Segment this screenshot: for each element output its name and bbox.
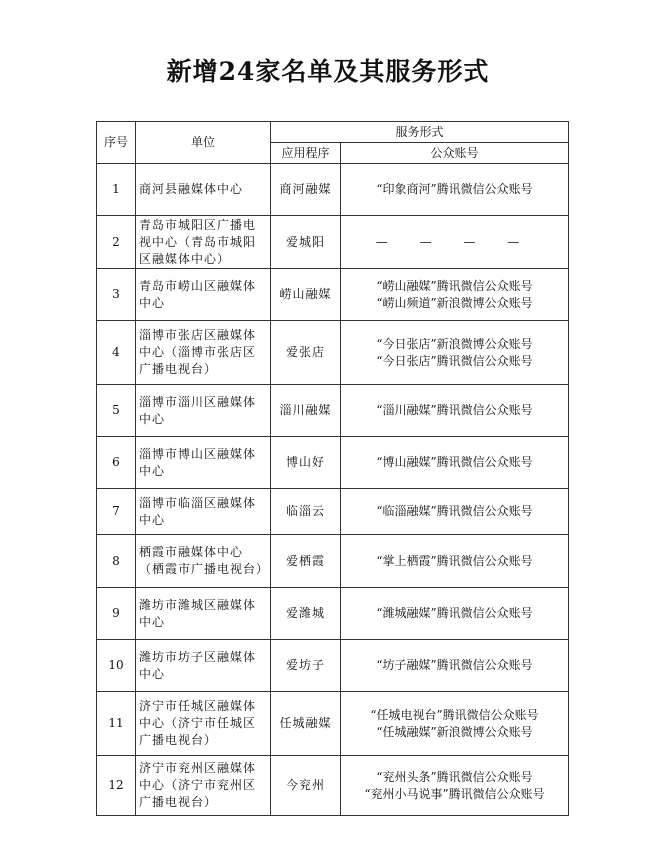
table-row [97,216,569,269]
table-row [97,164,569,216]
row-app: 爱栖霞 [271,535,341,588]
row-app: 淄川融媒 [271,385,341,437]
row-index: 10 [97,640,136,692]
row-accounts [341,385,569,437]
account-line: “坊子融媒”腾讯微信公众账号 [376,658,533,672]
header-account: 公众账号 [341,143,569,164]
row-index: 3 [97,269,136,321]
row-app: 博山好 [271,437,341,489]
unit-table [96,121,569,816]
row-index: 11 [97,692,136,756]
table-row [97,385,569,437]
table-row [97,588,569,640]
account-line: “淄川融媒”腾讯微信公众账号 [376,403,533,417]
row-unit: 淄博市临淄区融媒体中心 [136,489,271,535]
row-app: 今兖州 [271,756,341,816]
row-accounts [341,535,569,588]
table-row [97,489,569,535]
header-app: 应用程序 [271,143,341,164]
header-service: 服务形式 [271,122,569,143]
header-index: 序号 [97,122,136,164]
table-row [97,756,569,816]
row-app: 临淄云 [271,489,341,535]
row-accounts [341,321,569,385]
row-index: 5 [97,385,136,437]
row-accounts [341,692,569,756]
table-row [97,437,569,489]
account-line: “掌上栖霞”腾讯微信公众账号 [376,553,533,568]
row-index: 8 [97,535,136,588]
row-app: 商河融媒 [271,164,341,216]
row-app: 爱潍城 [271,588,341,640]
row-unit: 青岛市崂山区融媒体中心 [136,269,271,321]
row-unit: 潍坊市坊子区融媒体中心 [136,640,271,692]
row-unit: 栖霞市融媒体中心（栖霞市广播电视台） [136,535,271,588]
row-unit: 济宁市任城区融媒体中心（济宁市任城区广播电视台） [136,692,271,756]
row-index: 2 [97,216,136,269]
account-line: “兖州头条”腾讯微信公众账号 [376,769,533,784]
account-line: “任城电视台”腾讯微信公众账号 [370,707,539,722]
row-index: 9 [97,588,136,640]
row-accounts [341,269,569,321]
row-index: 4 [97,321,136,385]
row-unit: 商河县融媒体中心 [136,164,271,216]
row-app: 任城融媒 [271,692,341,756]
row-app: 崂山融媒 [271,269,341,321]
account-line: “崂山频道”新浪微博公众账号 [376,295,533,310]
row-app: 爱坊子 [271,640,341,692]
account-line: “今日张店”新浪微博公众账号 [376,336,533,351]
table-row [97,640,569,692]
row-accounts [341,640,569,692]
table-row [97,321,569,385]
page-title: 新增24家名单及其服务形式 [166,57,490,86]
table-row [97,269,569,321]
row-index: 6 [97,437,136,489]
row-accounts [341,489,569,535]
row-unit: 淄博市博山区融媒体中心 [136,437,271,489]
row-unit: 济宁市兖州区融媒体中心（济宁市兖州区广播电视台） [136,756,271,816]
row-accounts [341,756,569,816]
account-line: “今日张店”腾讯微信公众账号 [376,353,533,368]
row-unit: 淄博市淄川区融媒体中心 [136,385,271,437]
account-line: “印象商河”腾讯微信公众账号 [376,182,533,196]
row-app: 爱张店 [271,321,341,385]
table-row [97,535,569,588]
account-line: “崂山融媒”腾讯微信公众账号 [376,278,533,293]
row-index: 7 [97,489,136,535]
account-line: — — — — [375,234,534,249]
row-accounts [341,164,569,216]
account-line: “博山融媒”腾讯微信公众账号 [376,455,533,469]
row-unit: 淄博市张店区融媒体中心（淄博市张店区广播电视台） [136,321,271,385]
row-app: 爱城阳 [271,216,341,269]
header-unit: 单位 [136,122,271,164]
row-unit: 潍坊市潍城区融媒体中心 [136,588,271,640]
row-index: 1 [97,164,136,216]
row-unit: 青岛市城阳区广播电视中心（青岛市城阳区融媒体中心） [136,216,271,269]
account-line: “潍城融媒”腾讯微信公众账号 [376,606,533,620]
account-line: “临淄融媒”腾讯微信公众账号 [376,504,533,518]
row-accounts [341,437,569,489]
row-accounts [341,216,569,269]
table-row [97,692,569,756]
row-index: 12 [97,756,136,816]
row-accounts [341,588,569,640]
account-line: “兖州小马说事”腾讯微信公众账号 [364,786,545,801]
account-line: “任城融媒”新浪微博公众账号 [376,724,533,739]
